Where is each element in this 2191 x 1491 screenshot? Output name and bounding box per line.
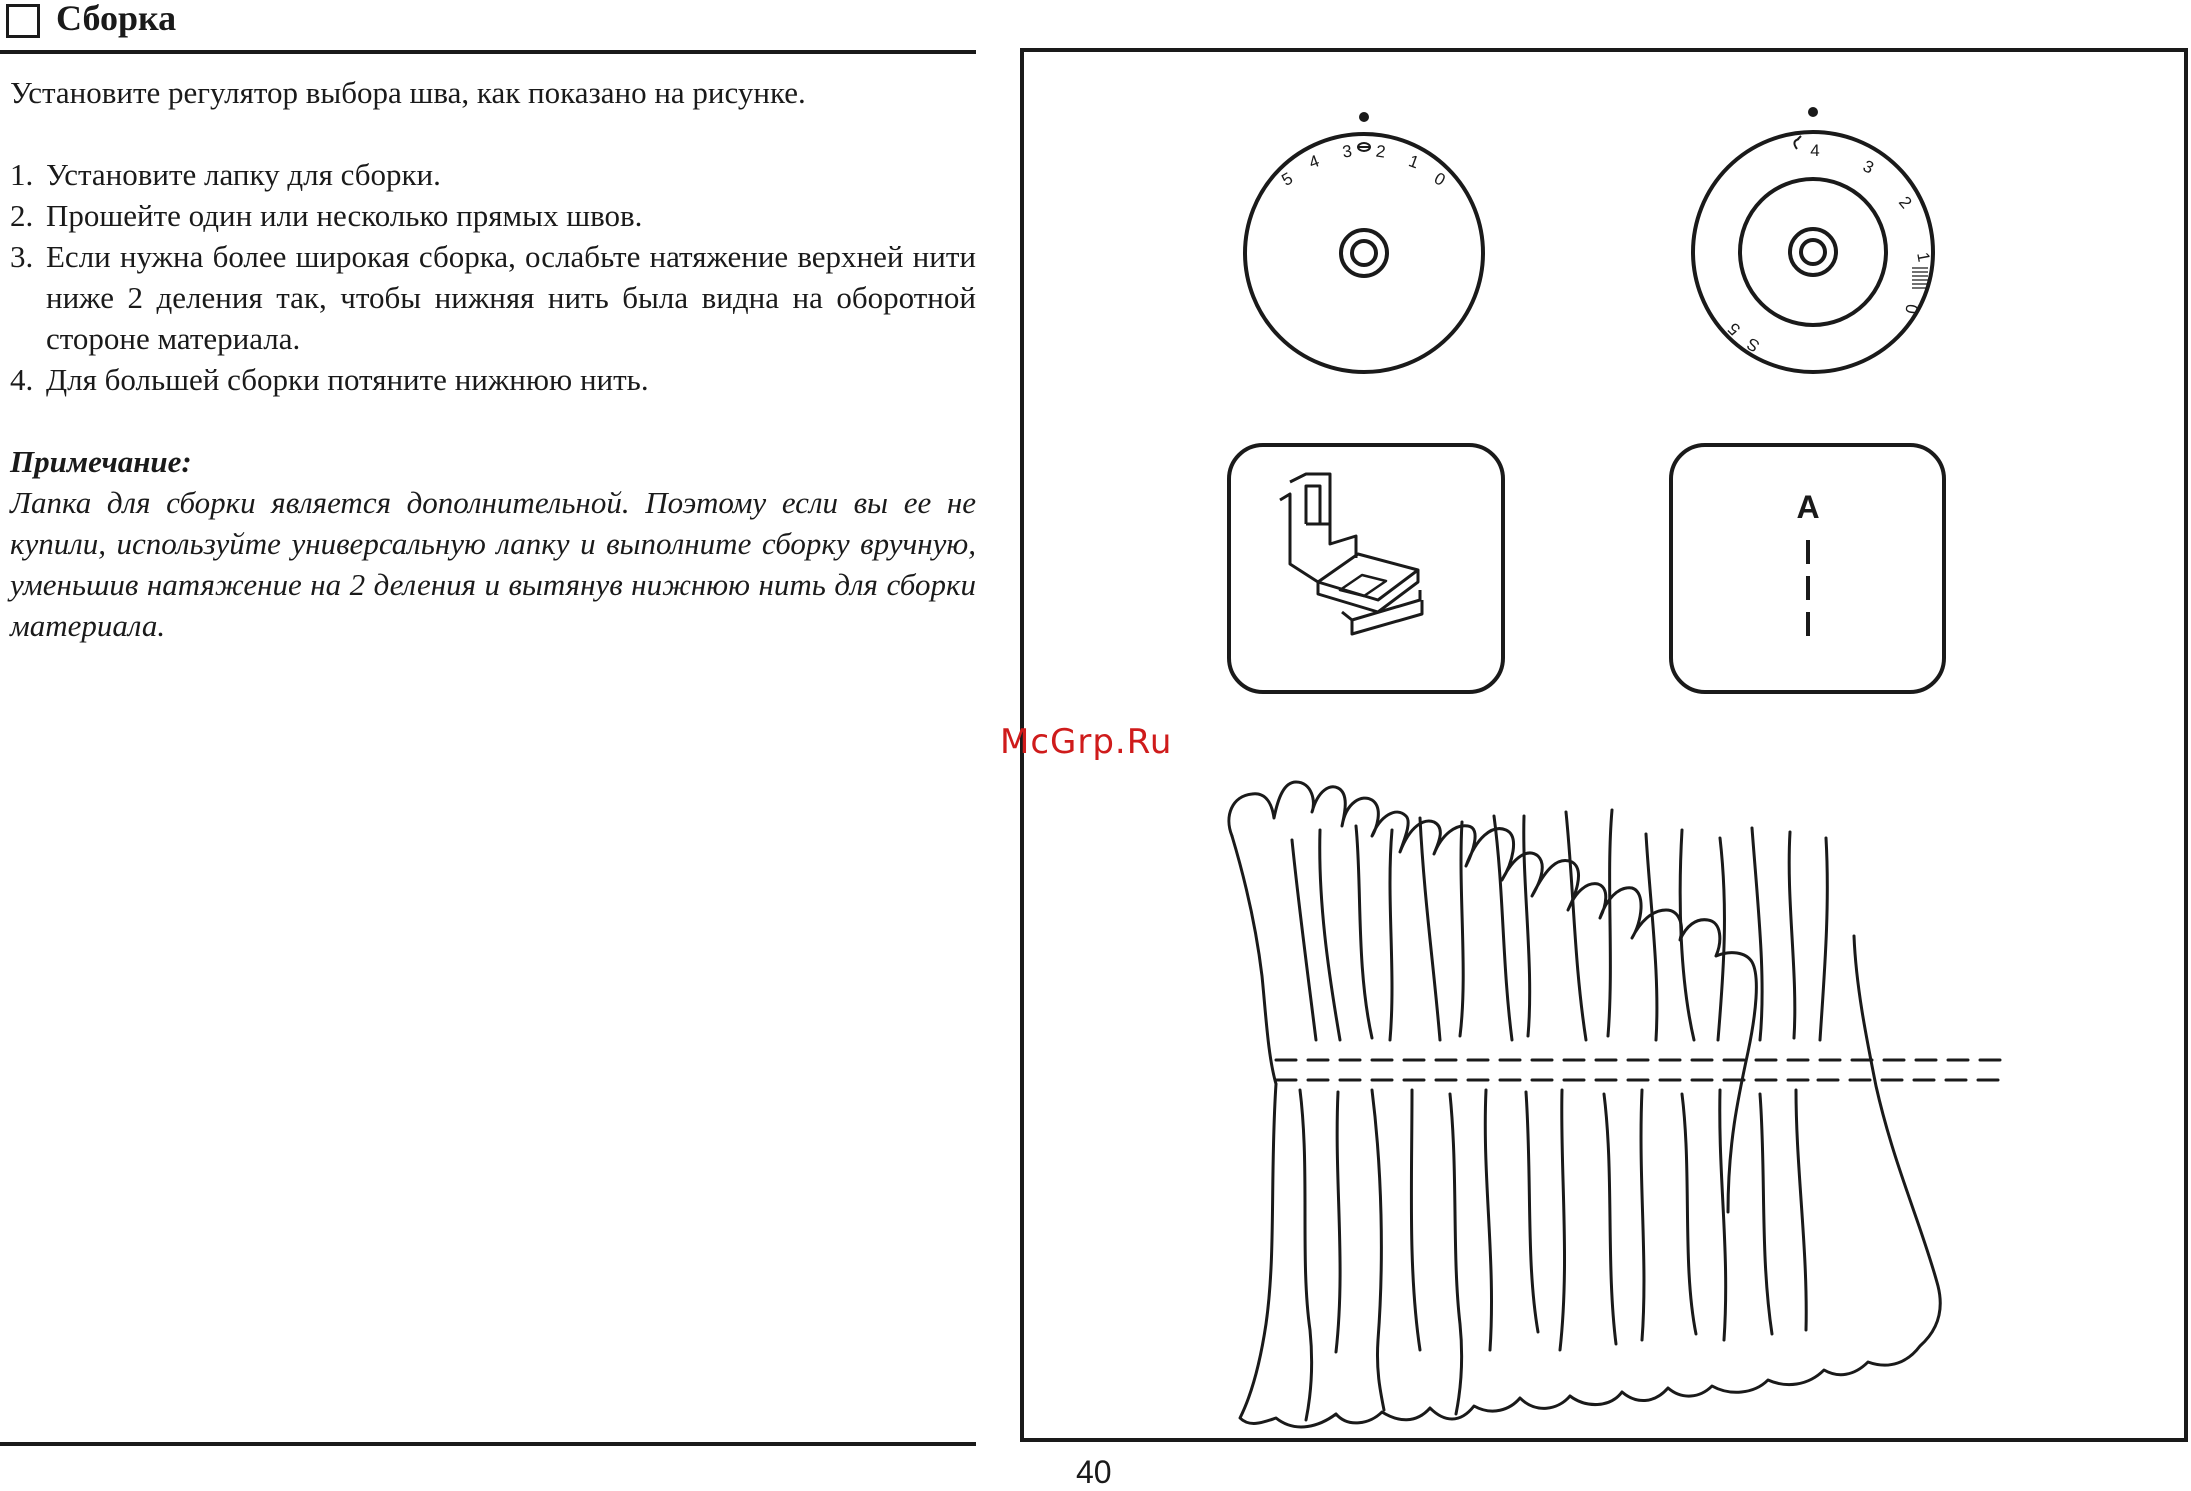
step-text: Установите лапку для сборки. — [46, 157, 441, 192]
dial-tick-label: 2 — [1894, 192, 1916, 213]
step-number: 1. — [10, 157, 34, 192]
dial-hub-inner — [1352, 241, 1376, 265]
dial-outer-circle — [1245, 134, 1483, 372]
step-number: 3. — [10, 239, 34, 274]
dial-hub-outer — [1341, 230, 1387, 276]
dial-tick-label: 0 — [1901, 302, 1922, 316]
dial-tick-label: 5 — [1724, 318, 1745, 339]
note-text: Лапка для сборки является дополнительной. Поэтому если вы ее не купили, используйте универсальную лапку и выполните сборку вручную, уменьшив натяжение на 2 деления и вытянув нижнюю нить для сборки материала. — [10, 485, 976, 643]
stitch-pattern-letter: A — [1796, 489, 1820, 525]
intro-text: Установите регулятор выбора шва, как показано на рисунке. — [10, 75, 806, 110]
gathering-foot-icon — [1280, 474, 1422, 634]
tension-dial — [1245, 112, 1483, 372]
dial-tick-label: 2 — [1374, 141, 1387, 162]
dial-hub-outer — [1790, 229, 1836, 275]
step-text: Если нужна более широкая сборка, ослабьте натяжение верхней нити ниже 2 деления так, чтобы нижняя нить была видна на оборотной стороне материала. — [46, 239, 976, 356]
gathering-foot-box — [1229, 445, 1503, 692]
note-title: Примечание: — [10, 444, 192, 479]
stitch-length-dial — [1693, 107, 1934, 372]
page-number: 40 — [1076, 1454, 1112, 1490]
gathered-fabric-illustration — [1229, 782, 2002, 1427]
section-title: Сборка — [56, 0, 177, 38]
stitch-pattern-box — [1671, 445, 1944, 692]
dial-tick-label: 3 — [1860, 156, 1877, 178]
step-number: 2. — [10, 198, 34, 233]
dial-indicator-dot — [1808, 107, 1818, 117]
step-text: Прошейте один или несколько прямых швов. — [46, 198, 643, 233]
dial-tick-label: S — [1743, 333, 1763, 356]
dial-inner-ring — [1740, 179, 1886, 325]
dial-tick-label: 4 — [1306, 151, 1322, 173]
reverse-stitch-icon — [1794, 136, 1801, 149]
dial-tick-label: 1 — [1913, 250, 1934, 264]
watermark: McGrp.Ru — [1000, 722, 1173, 762]
dial-hub-inner — [1801, 240, 1825, 264]
dial-tick-label: 1 — [1406, 151, 1422, 173]
dial-tick-label: 0 — [1430, 168, 1449, 190]
dial-tick-label: 5 — [1278, 168, 1297, 190]
fine-stitch-scale-icon — [1912, 268, 1928, 288]
step-number: 4. — [10, 362, 34, 397]
step-text: Для большей сборки потяните нижнюю нить. — [46, 362, 649, 397]
dial-indicator-dot — [1359, 112, 1369, 122]
dial-tick-label: 4 — [1810, 141, 1820, 160]
dial-tick-label: 3 — [1341, 141, 1354, 162]
